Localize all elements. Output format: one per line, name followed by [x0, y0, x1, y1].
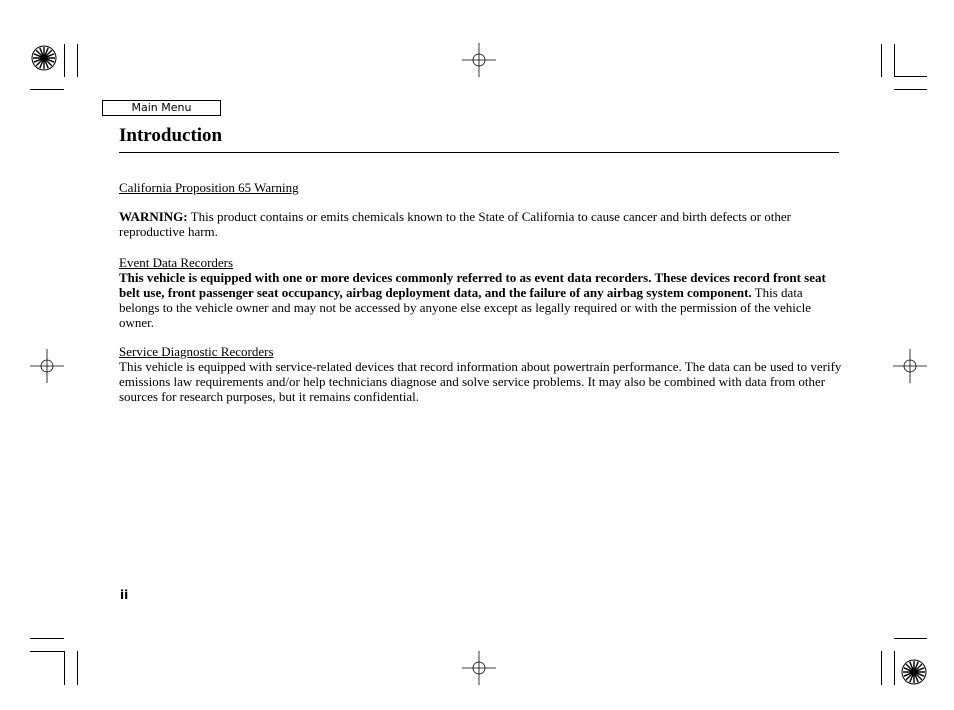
crosshair-icon	[462, 43, 496, 77]
crop-mark	[894, 44, 895, 77]
crop-mark	[881, 44, 882, 77]
event-data-body: This data belongs to the vehicle owner and may not be accessed by anyone else except as legally required or with the permission of the vehicle owner.	[119, 285, 812, 330]
page-title: Introduction	[119, 125, 223, 146]
crosshair-icon	[893, 349, 927, 383]
registration-target-icon	[900, 658, 928, 686]
crop-mark	[894, 651, 895, 685]
prop65-body: This product contains or emits chemicals known to the State of California to cause cancer and birth defects or other reproductive harm.	[119, 209, 791, 239]
service-diag-paragraph: This vehicle is equipped with service-related devices that record information about powertrain performance. The data can be used to verify emissions law requirements and/or help technicians diagnose and solve service problems. It may also be combined with data from other sources for research purposes, but it remains confidential.	[119, 359, 842, 404]
page-number: ii	[120, 588, 129, 602]
section-heading-prop65: California Proposition 65 Warning	[119, 180, 299, 195]
section-heading-service-diag: Service Diagnostic Recorders	[119, 344, 274, 359]
crop-mark	[30, 651, 64, 652]
crop-mark	[30, 89, 64, 90]
prop65-warning-label: WARNING:	[119, 209, 188, 224]
event-data-paragraph	[119, 270, 844, 330]
crop-mark	[881, 651, 882, 685]
crop-mark	[894, 89, 927, 90]
crop-mark	[30, 638, 64, 639]
title-divider	[119, 152, 839, 153]
event-data-bold-text: This vehicle is equipped with one or more devices commonly referred to as event data recorders. These devices record front seat belt use, front passenger seat occupancy, airbag deployment data, and the failure of any airbag system component.	[119, 270, 826, 300]
crop-mark	[894, 76, 927, 77]
section-heading-event-data: Event Data Recorders	[119, 255, 234, 270]
crop-mark	[64, 651, 65, 685]
main-menu-button[interactable]: Main Menu	[102, 100, 221, 116]
page-content	[119, 180, 844, 404]
crop-mark	[894, 638, 927, 639]
crosshair-icon	[462, 651, 496, 685]
prop65-paragraph	[119, 209, 844, 239]
crop-mark	[77, 651, 78, 685]
crop-mark	[77, 44, 78, 77]
registration-target-icon	[30, 44, 58, 72]
crop-mark	[64, 44, 65, 77]
crosshair-icon	[30, 349, 64, 383]
